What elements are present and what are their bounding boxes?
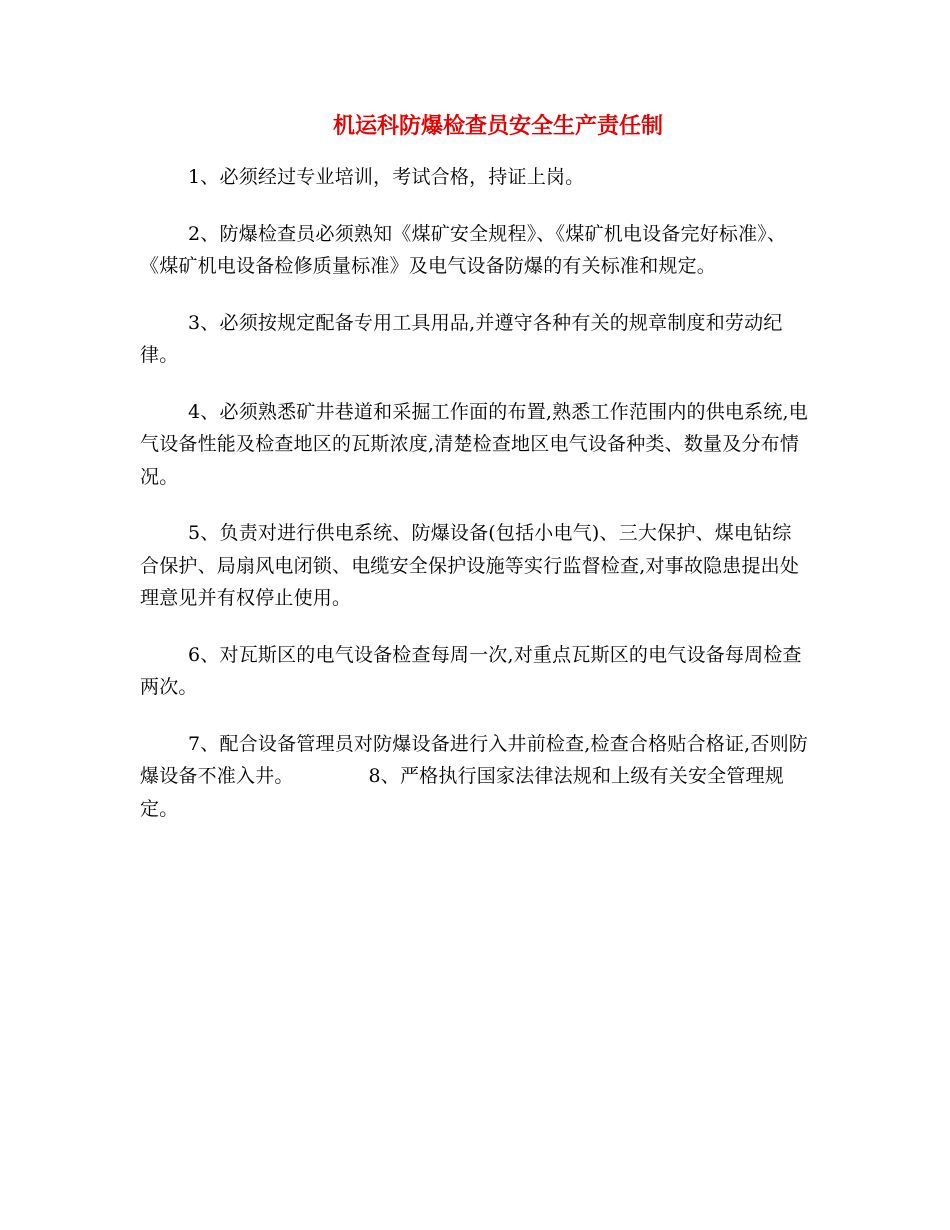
paragraph-7-8: 7、配合设备管理员对防爆设备进行入井前检查,检查合格贴合格证,否则防爆设备不准入井。 8、严格执行国家法律法规和上级有关安全管理规定。 (140, 732, 808, 820)
paragraph-6: 6、对瓦斯区的电气设备检查每周一次,对重点瓦斯区的电气设备每周检查两次。 (140, 643, 802, 698)
paragraph-1: 1、必须经过专业培训，考试合格，持证上岗。 (188, 166, 585, 188)
document-title: 机运科防爆检查员安全生产责任制 (332, 113, 663, 139)
paragraph-5: 5、负责对进行供电系统、防爆设备(包括小电气)、三大保护、煤电钻综合保护、局扇风电闭锁、电缆安全保护设施等实行监督检查,对事故隐患提出处理意见并有权停止使用。 (140, 522, 800, 609)
paragraph-2: 2、防爆检查员必须熟知《煤矿安全规程》、《煤矿机电设备完好标准》、《煤矿机电设备检修质量标准》及电气设备防爆的有关标准和规定。 (140, 222, 787, 277)
paragraph-3: 3、必须按规定配备专用工具用品,并遵守各种有关的规章制度和劳动纪律。 (140, 311, 783, 366)
paragraph-4: 4、必须熟悉矿井巷道和采掘工作面的布置,熟悉工作范围内的供电系统,电气设备性能及检查地区的瓦斯浓度,清楚检查地区电气设备种类、数量及分布情况。 (140, 400, 808, 488)
document-body (140, 161, 808, 849)
